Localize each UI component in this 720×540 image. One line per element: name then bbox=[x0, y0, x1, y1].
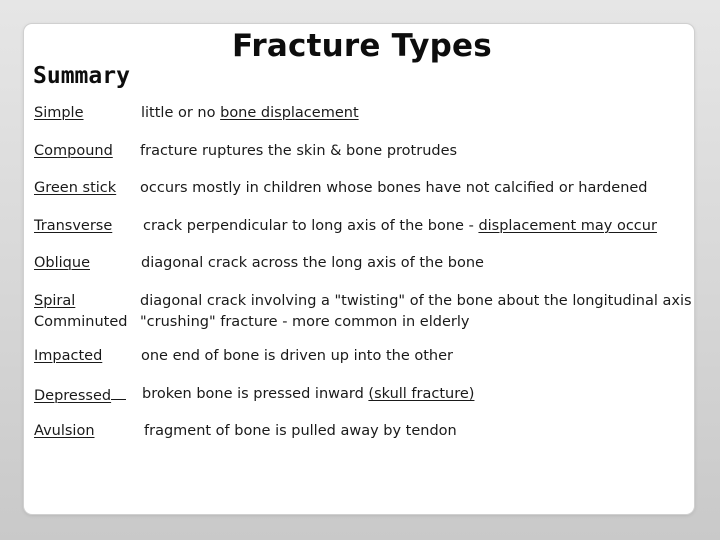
slide-subtitle: Summary bbox=[33, 63, 130, 89]
desc-comminuted: "crushing" fracture - more common in elderly bbox=[140, 314, 470, 330]
desc-impacted: one end of bone is driven up into the other bbox=[141, 348, 454, 364]
desc-simple-text: little or no bbox=[141, 105, 221, 121]
desc-simple bbox=[141, 104, 359, 122]
term-transverse: Transverse bbox=[34, 218, 113, 234]
desc-depressed-text: broken bone is pressed inward bbox=[142, 386, 369, 402]
term-spiral: Spiral bbox=[34, 293, 76, 309]
term-depressed-underline-pad bbox=[111, 385, 126, 400]
desc-transverse-text: crack perpendicular to long axis of the bone - bbox=[143, 218, 479, 234]
desc-depressed-underlined: (skull fracture) bbox=[368, 386, 475, 402]
term-depressed-label: Depressed bbox=[34, 388, 112, 404]
term-comminuted: Comminuted bbox=[34, 314, 128, 330]
slide-title: Fracture Types bbox=[232, 28, 492, 64]
desc-avulsion: fragment of bone is pulled away by tendon bbox=[144, 423, 457, 439]
term-simple: Simple bbox=[34, 105, 84, 121]
desc-transverse bbox=[143, 217, 657, 235]
desc-depressed bbox=[142, 385, 474, 403]
desc-spiral: diagonal crack involving a "twisting" of the bone about the longitudinal axis bbox=[140, 293, 692, 309]
term-impacted: Impacted bbox=[34, 348, 103, 364]
term-depressed bbox=[34, 385, 126, 405]
desc-transverse-underlined: displacement may occur bbox=[478, 218, 657, 234]
term-avulsion: Avulsion bbox=[34, 423, 95, 439]
desc-green-stick: occurs mostly in children whose bones have not calcified or hardened bbox=[140, 180, 648, 196]
desc-compound: fracture ruptures the skin & bone protrudes bbox=[140, 143, 458, 159]
term-green-stick: Green stick bbox=[34, 180, 117, 196]
desc-simple-underlined: bone displacement bbox=[220, 105, 359, 121]
term-oblique: Oblique bbox=[34, 255, 90, 271]
term-compound: Compound bbox=[34, 143, 113, 159]
desc-oblique: diagonal crack across the long axis of the bone bbox=[141, 255, 484, 271]
